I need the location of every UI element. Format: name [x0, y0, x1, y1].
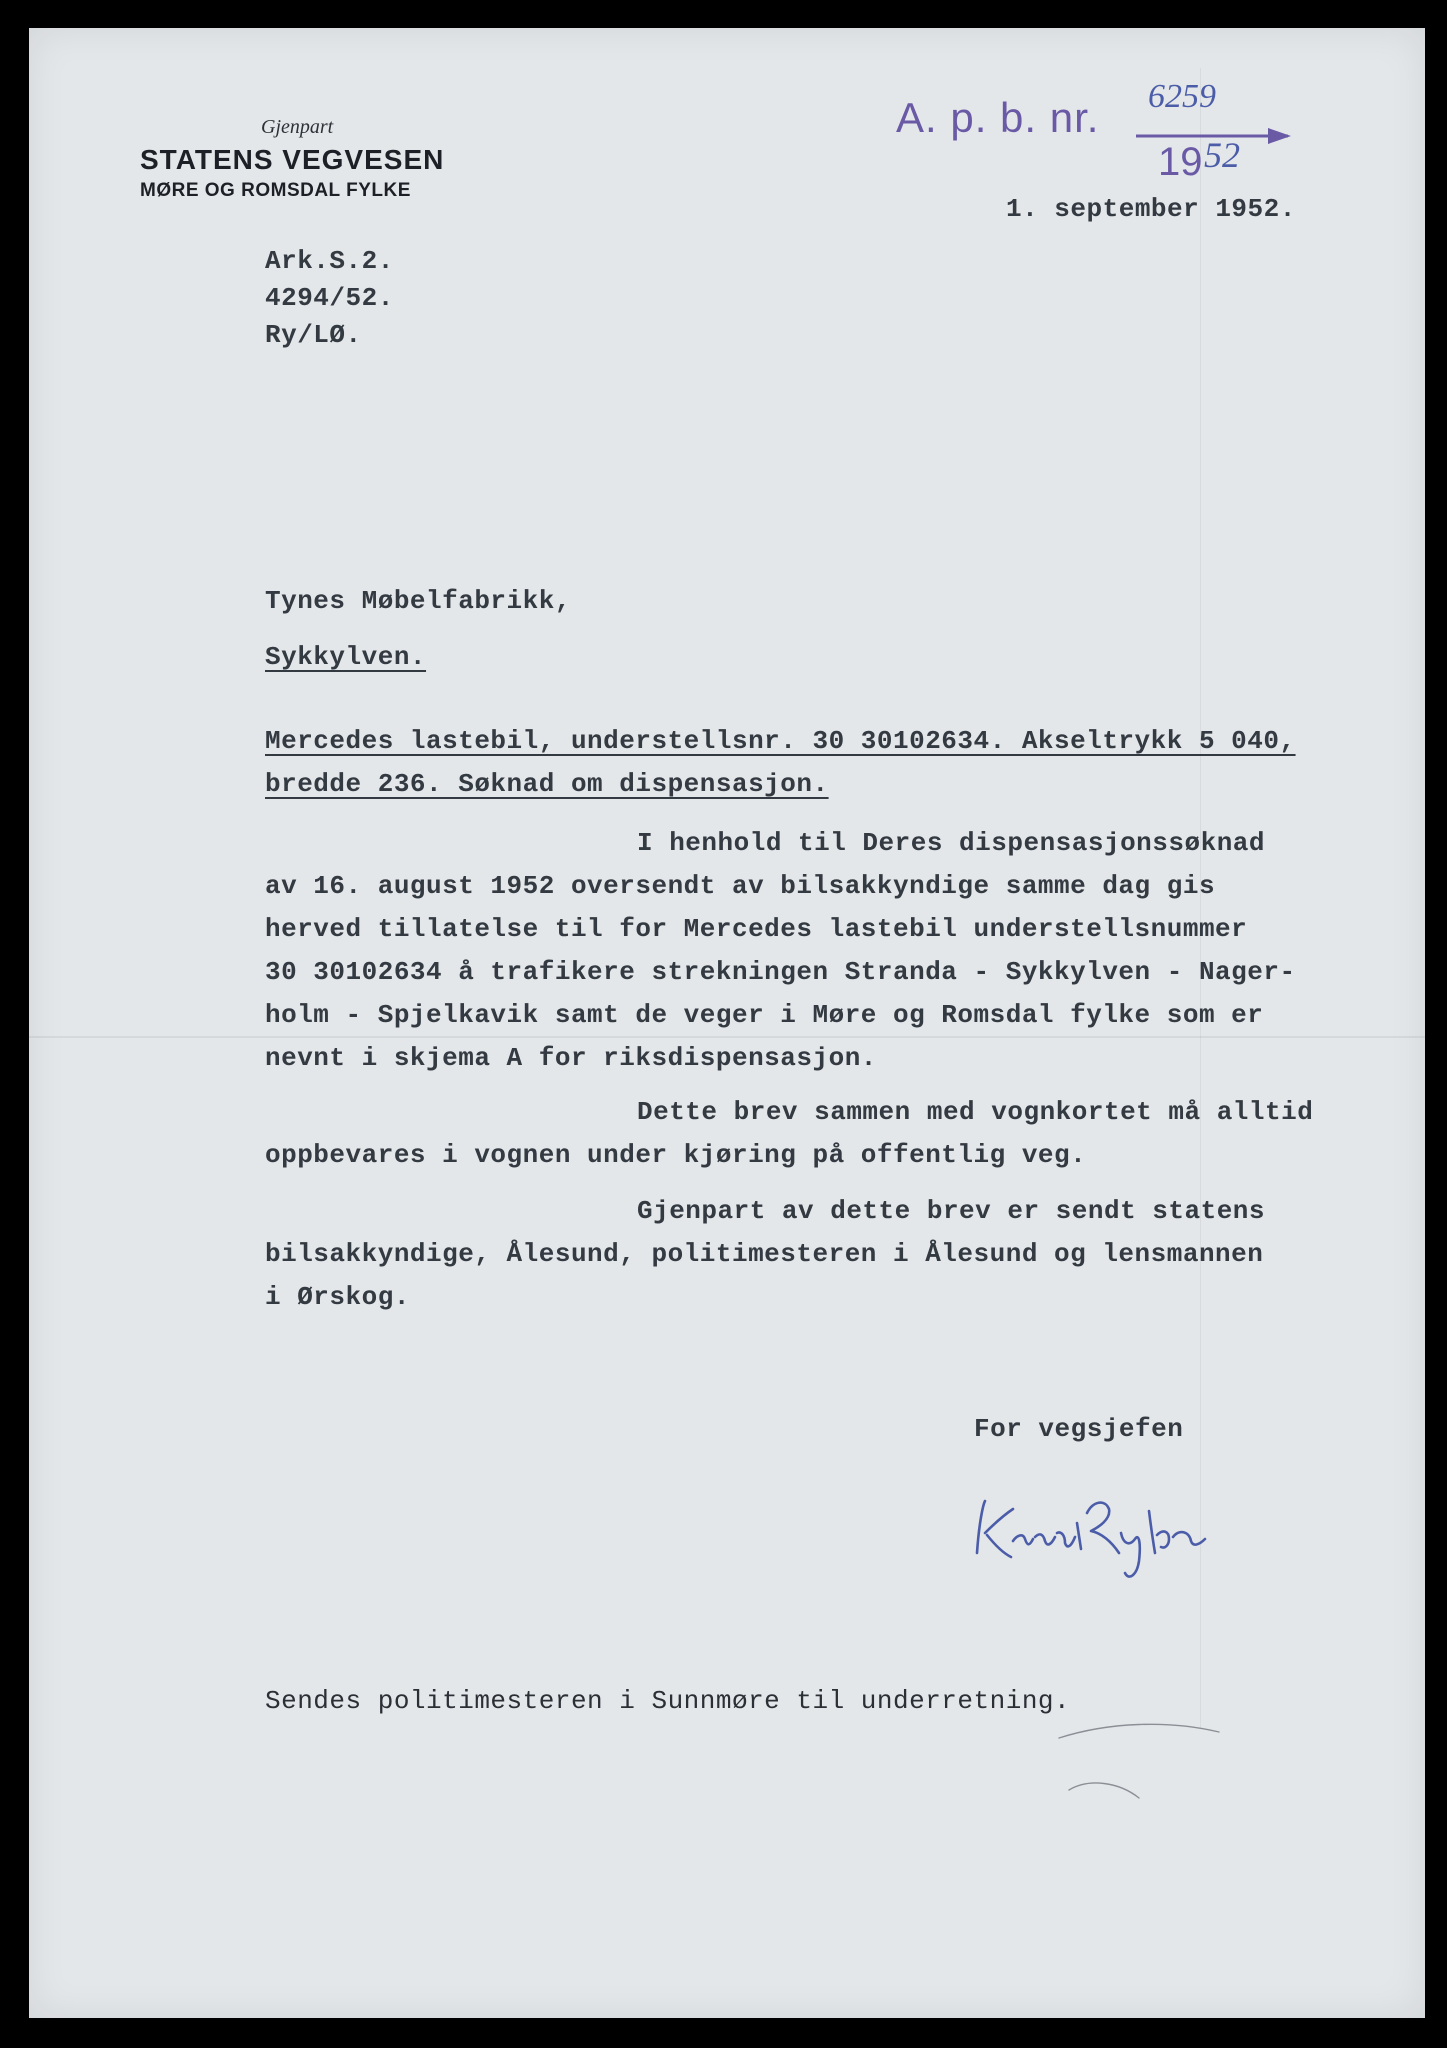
pencil-mark-icon [1049, 1718, 1229, 1828]
footnote: Sendes politimesteren i Sunnmøre til underretning. [265, 1686, 1071, 1716]
archive-stamp [896, 74, 1296, 184]
body-p3-line-1: Gjenpart av dette brev er sendt statens [637, 1196, 1265, 1226]
body-p1-line-4: 30 30102634 å trafikere strekningen Stranda - Sykkylven - Nager- [265, 957, 1296, 987]
org-name: STATENS VEGVESEN [140, 144, 445, 175]
body-p1-line-1: I henhold til Deres dispensasjonssøknad [637, 828, 1265, 858]
body-p2-line-1: Dette brev sammen med vognkortet må alltid [637, 1097, 1314, 1127]
letter-date: 1. september 1952. [1006, 194, 1296, 224]
recipient-place: Sykkylven. [265, 642, 427, 672]
letter-sheet [29, 28, 1425, 2018]
subject-line-2: bredde 236. Søknad om dispensasjon. [265, 769, 829, 799]
letterhead [140, 144, 444, 202]
signature-icon [969, 1483, 1289, 1593]
body-p3-line-3: i Ørskog. [265, 1282, 410, 1312]
recipient-name: Tynes Møbelfabrikk, [265, 586, 571, 616]
body-p3-line-2: bilsakkyndige, Ålesund, politimesteren i Ålesund og lensmannen [265, 1239, 1264, 1269]
copy-label: Gjenpart [261, 116, 334, 138]
body-p1-line-6: nevnt i skjema A for riksdispensasjon. [265, 1043, 877, 1073]
stamp-label: A. p. b. nr. [896, 94, 1100, 141]
reference-number: 4294/52. [265, 283, 394, 313]
stamp-year-written: 52 [1204, 135, 1240, 175]
body-p1-line-5: holm - Spjelkavik samt de veger i Møre og Romsdal fylke som er [265, 1000, 1264, 1030]
subject-line-1: Mercedes lastebil, understellsnr. 30 30102634. Akseltrykk 5 040, [265, 726, 1296, 756]
stamp-year-printed: 19 [1158, 140, 1203, 184]
closing-for-label: For vegsjefen [974, 1414, 1184, 1444]
paper-fold [29, 1036, 1425, 1038]
body-p2-line-2: oppbevares i vognen under kjøring på offentlig veg. [265, 1140, 1087, 1170]
body-p1-line-3: herved tillatelse til for Mercedes lastebil understellsnummer [265, 914, 1248, 944]
body-p1-line-2: av 16. august 1952 oversendt av bilsakkyndige samme dag gis [265, 871, 1216, 901]
stamp-number: 6259 [1148, 78, 1216, 115]
reference-archive: Ark.S.2. [265, 246, 394, 276]
org-region: MØRE OG ROMSDAL FYLKE [140, 180, 411, 201]
reference-initials: Ry/LØ. [265, 320, 362, 350]
